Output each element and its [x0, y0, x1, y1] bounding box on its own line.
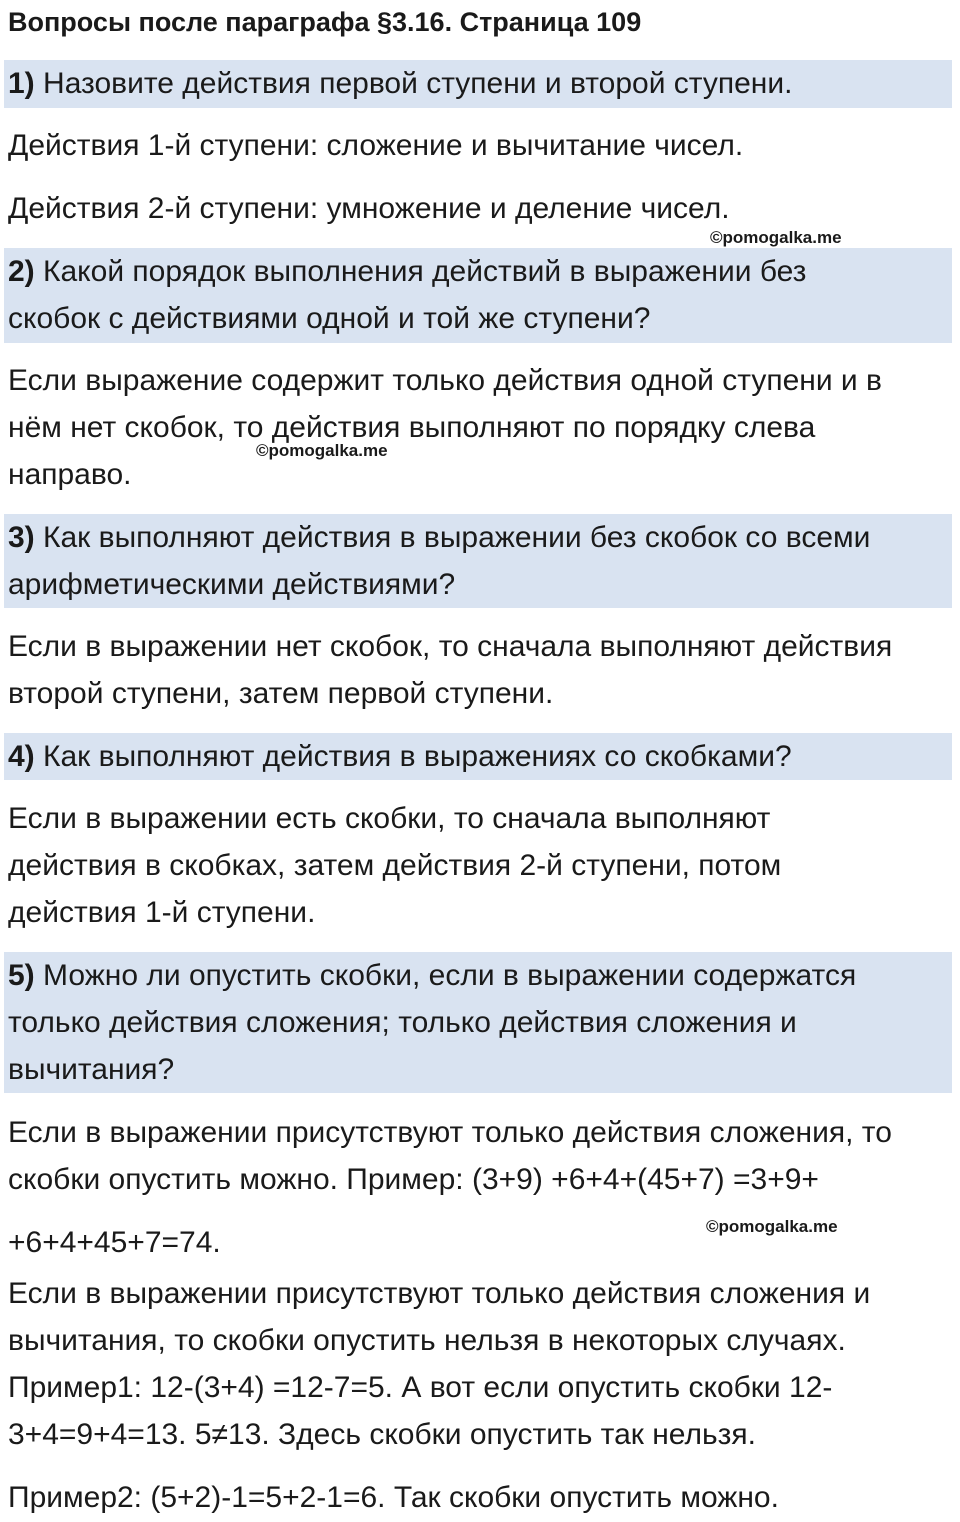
question-2-number: 2): [8, 255, 35, 288]
answer-2-line-3: направо.: [8, 458, 132, 491]
answer-3-line-1: Если в выражении нет скобок, то сначала выполняют действия: [8, 630, 893, 663]
answer-4-line-1: Если в выражении есть скобки, то сначала выполняют: [8, 802, 771, 835]
answer-5-line-1: Если в выражении присутствуют только действия сложения, то: [8, 1116, 892, 1149]
answer-4-line-3: действия 1-й ступени.: [8, 896, 316, 929]
watermark: ©pomogalka.me: [710, 228, 842, 247]
question-4-line: Как выполняют действия в выражениях со скобками?: [34, 740, 792, 773]
question-5-number: 5): [8, 959, 35, 992]
answer-5-line-7: 3+4=9+4=13. 5≠13. Здесь скобки опустить так нельзя.: [8, 1418, 756, 1451]
question-3-line-1: [8, 520, 870, 556]
question-4-number: 4): [8, 740, 35, 773]
answer-5-line-8: Пример2: (5+2)-1=5+2-1=6. Так скобки опустить можно.: [8, 1481, 779, 1514]
question-3-line-2: арифметическими действиями?: [8, 568, 456, 601]
question-5-line-3: вычитания?: [8, 1053, 175, 1086]
question-5-line: Можно ли опустить скобки, если в выражении содержатся: [34, 959, 857, 992]
question-4-text: [8, 739, 792, 775]
answer-5-line-6: Пример1: 12-(3+4) =12-7=5. А вот если опустить скобки 12-: [8, 1371, 833, 1404]
question-1-text: [8, 66, 792, 102]
question-5-line-2: только действия сложения; только действия сложения и: [8, 1006, 797, 1039]
question-2-line: Какой порядок выполнения действий в выражении без: [34, 255, 807, 288]
question-1-line: Назовите действия первой ступени и второй ступени.: [34, 67, 793, 100]
watermark: ©pomogalka.me: [706, 1217, 838, 1236]
watermark: ©pomogalka.me: [256, 441, 388, 460]
answer-1-line-2: Действия 2-й ступени: умножение и деление чисел.: [8, 192, 730, 225]
question-3-number: 3): [8, 521, 35, 554]
answer-5-line-5: вычитания, то скобки опустить нельзя в некоторых случаях.: [8, 1324, 846, 1357]
answer-5-line-4: Если в выражении присутствуют только действия сложения и: [8, 1277, 871, 1310]
answer-3-line-2: второй ступени, затем первой ступени.: [8, 677, 554, 710]
answer-5-line-2: скобки опустить можно. Пример: (3+9) +6+4+(45+7) =3+9+: [8, 1163, 819, 1196]
answer-4-line-2: действия в скобках, затем действия 2-й ступени, потом: [8, 849, 782, 882]
answer-5-line-3: +6+4+45+7=74.: [8, 1226, 221, 1259]
answer-2-line-1: Если выражение содержит только действия одной ступени и в: [8, 364, 882, 397]
question-3-line: Как выполняют действия в выражении без скобок со всеми: [34, 521, 871, 554]
question-2-line-1: [8, 254, 806, 290]
page-title: Вопросы после параграфа §3.16. Страница 109: [8, 7, 642, 37]
question-2-line-2: скобок с действиями одной и той же ступени?: [8, 302, 651, 335]
question-1-number: 1): [8, 67, 35, 100]
answer-2-line-2: нём нет скобок, то действия выполняют по порядку слева: [8, 411, 816, 444]
answer-1-line-1: Действия 1-й ступени: сложение и вычитание чисел.: [8, 129, 744, 162]
question-5-line-1: [8, 958, 856, 994]
